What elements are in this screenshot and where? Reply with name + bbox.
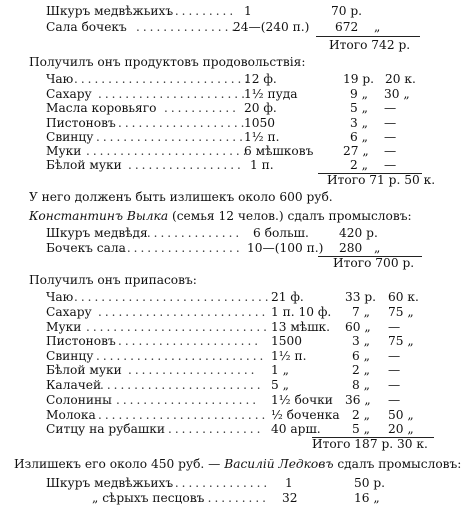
row-name: Бѣлой муки xyxy=(46,158,122,172)
row-qty: 1 п. 10 ф. xyxy=(271,305,332,319)
row-rub: 50 р. xyxy=(354,476,386,490)
row-name: Калачей xyxy=(46,378,102,392)
row-rub: 3 „ xyxy=(350,116,368,130)
row-rub: 60 „ xyxy=(345,320,371,334)
row-rub: 19 р. xyxy=(343,72,375,86)
row-kop: — xyxy=(388,320,401,334)
section-heading: У него долженъ быть излишекъ около 600 руб. xyxy=(29,190,333,204)
leader-dots: ......................... xyxy=(98,408,269,422)
row-rub: 33 р. xyxy=(345,290,377,304)
row-qty: 5 „ xyxy=(271,378,289,392)
leader-dots: ................. xyxy=(128,158,244,172)
leader-dots: ......................... xyxy=(96,349,267,363)
row-kop: — xyxy=(384,101,397,115)
row-kop: 30 „ xyxy=(384,87,410,101)
row-rub: 7 „ xyxy=(352,305,370,319)
row-qty: 6 больш. xyxy=(253,226,309,240)
row-qty: 21 ф. xyxy=(271,290,304,304)
leader-dots: ............... xyxy=(140,226,243,240)
leader-dots: ................... xyxy=(128,363,258,377)
row-name: Муки xyxy=(46,144,82,158)
total-line: Итого 742 р. xyxy=(329,38,411,52)
leader-dots: ............................. xyxy=(74,290,272,304)
row-rub: 420 р. xyxy=(339,226,378,240)
leader-dots: ......................... xyxy=(98,305,269,319)
row-name: Сахару xyxy=(46,87,92,101)
row-qty: 1050 xyxy=(244,116,276,130)
section-heading: Получилъ онъ продуктовъ продовольствія: xyxy=(29,55,306,69)
row-name: Сахару xyxy=(46,305,92,319)
heading-text: (семья 12 челов.) сдалъ промысловъ: xyxy=(168,209,412,223)
row-kop: — xyxy=(388,349,401,363)
row-kop: 50 „ xyxy=(388,408,414,422)
total-line: Итого 71 р. 50 к. xyxy=(327,173,436,187)
leader-dots: .............. xyxy=(168,422,264,436)
total-rule xyxy=(316,36,420,37)
row-rub: 16 „ xyxy=(354,491,380,505)
heading-text: сдалъ промысловъ: xyxy=(333,457,461,471)
person-name: Константинъ Вылка xyxy=(29,209,169,223)
row-qty: 1 xyxy=(244,4,252,18)
row-rub: 36 „ xyxy=(345,393,371,407)
row-kop: „ xyxy=(374,241,381,255)
total-line: Итого 700 р. xyxy=(333,256,415,270)
row-rub: 2 „ xyxy=(352,363,370,377)
section-heading: Получилъ онъ припасовъ: xyxy=(29,273,197,287)
row-rub: 5 „ xyxy=(352,422,370,436)
row-qty: 1½ п. xyxy=(244,130,280,144)
row-kop: — xyxy=(388,393,401,407)
row-name: Свинцу xyxy=(46,130,94,144)
row-name: Шкуръ медвѣжьихъ xyxy=(46,4,174,18)
leader-dots: .................. xyxy=(120,241,243,255)
row-qty: 1500 xyxy=(271,334,303,348)
row-rub: 70 р. xyxy=(331,4,363,18)
leader-dots: ........... xyxy=(194,491,269,505)
row-qty: 12 ф. xyxy=(244,72,277,86)
row-kop: — xyxy=(388,378,401,392)
row-name: Ситцу на рубашки xyxy=(46,422,165,436)
row-qty: 6 мѣшковъ xyxy=(244,144,314,158)
row-kop: 75 „ xyxy=(388,305,414,319)
row-rub: 280 xyxy=(339,241,363,255)
row-name: Пистоновъ xyxy=(46,334,116,348)
row-qty: ½ боченка xyxy=(271,408,340,422)
row-name: Пистоновъ xyxy=(46,116,116,130)
row-kop: „ xyxy=(374,20,381,34)
person-name: Василій Ледковъ xyxy=(224,457,334,471)
leader-dots: .......................... xyxy=(74,72,252,86)
row-name: Чаю xyxy=(46,290,74,304)
leader-dots: ............... xyxy=(168,476,271,490)
row-name: Бѣлой муки xyxy=(46,363,122,377)
row-rub: 8 „ xyxy=(352,378,370,392)
row-qty: 13 мѣшк. xyxy=(271,320,331,334)
row-qty: 1½ п. xyxy=(271,349,307,363)
row-name: Сала бочекъ xyxy=(46,20,127,34)
row-kop: — xyxy=(384,144,397,158)
row-name: Солонины xyxy=(46,393,112,407)
row-kop: — xyxy=(384,158,397,172)
row-name: Масла коровьяго xyxy=(46,101,157,115)
row-kop: 60 к. xyxy=(388,290,419,304)
row-name: „ сѣрыхъ песцовъ xyxy=(92,491,205,505)
leader-dots: ....................... xyxy=(96,130,253,144)
leader-dots: ........................ xyxy=(86,144,250,158)
row-name: Шкуръ медвѣжьихъ xyxy=(46,476,174,490)
total-line: Итого 187 р. 30 к. xyxy=(312,437,428,451)
row-rub: 6 „ xyxy=(350,130,368,144)
row-rub: 27 „ xyxy=(343,144,369,158)
row-qty: 32 xyxy=(282,491,298,505)
row-qty: 1½ пуда xyxy=(244,87,298,101)
row-rub: 3 „ xyxy=(352,334,370,348)
leader-dots: ................... xyxy=(118,116,248,130)
leader-dots: ........................... xyxy=(86,320,270,334)
leader-dots: ............... xyxy=(136,20,239,34)
row-kop: — xyxy=(384,130,397,144)
leader-dots: ..................... xyxy=(116,393,260,407)
row-name: Муки xyxy=(46,320,82,334)
section-heading xyxy=(14,457,461,471)
row-kop: 20 „ xyxy=(388,422,414,436)
row-rub: 2 „ xyxy=(352,408,370,422)
row-qty: 1 „ xyxy=(271,363,289,377)
row-rub: 5 „ xyxy=(350,101,368,115)
row-rub: 2 „ xyxy=(350,158,368,172)
row-qty: 10—(100 п.) xyxy=(247,241,324,255)
row-name: Свинцу xyxy=(46,349,94,363)
row-qty: 1½ бочки xyxy=(271,393,333,407)
row-kop: — xyxy=(388,363,401,377)
row-qty: 20 ф. xyxy=(244,101,277,115)
row-rub: 6 „ xyxy=(352,349,370,363)
row-rub: 672 xyxy=(335,20,359,34)
row-rub: 9 „ xyxy=(350,87,368,101)
row-qty: 24—(240 п.) xyxy=(233,20,310,34)
leader-dots: ........... xyxy=(164,101,239,115)
row-qty: 1 п. xyxy=(250,158,274,172)
leader-dots: .......... xyxy=(168,4,237,18)
row-name: Шкуръ медвѣдя xyxy=(46,226,148,240)
leader-dots: ..................... xyxy=(118,334,262,348)
row-qty: 40 арш. xyxy=(271,422,321,436)
leader-dots: ...................... xyxy=(98,87,248,101)
row-kop: 75 „ xyxy=(388,334,414,348)
row-kop: — xyxy=(384,116,397,130)
row-qty: 1 xyxy=(285,476,293,490)
row-name: Бочекъ сала xyxy=(46,241,126,255)
row-kop: 20 к. xyxy=(385,72,416,86)
row-name: Молока xyxy=(46,408,96,422)
row-name: Чаю xyxy=(46,72,74,86)
heading-text: Излишекъ его около 450 руб. — xyxy=(14,457,225,471)
section-heading xyxy=(29,209,412,223)
leader-dots: ........................ xyxy=(100,378,264,392)
